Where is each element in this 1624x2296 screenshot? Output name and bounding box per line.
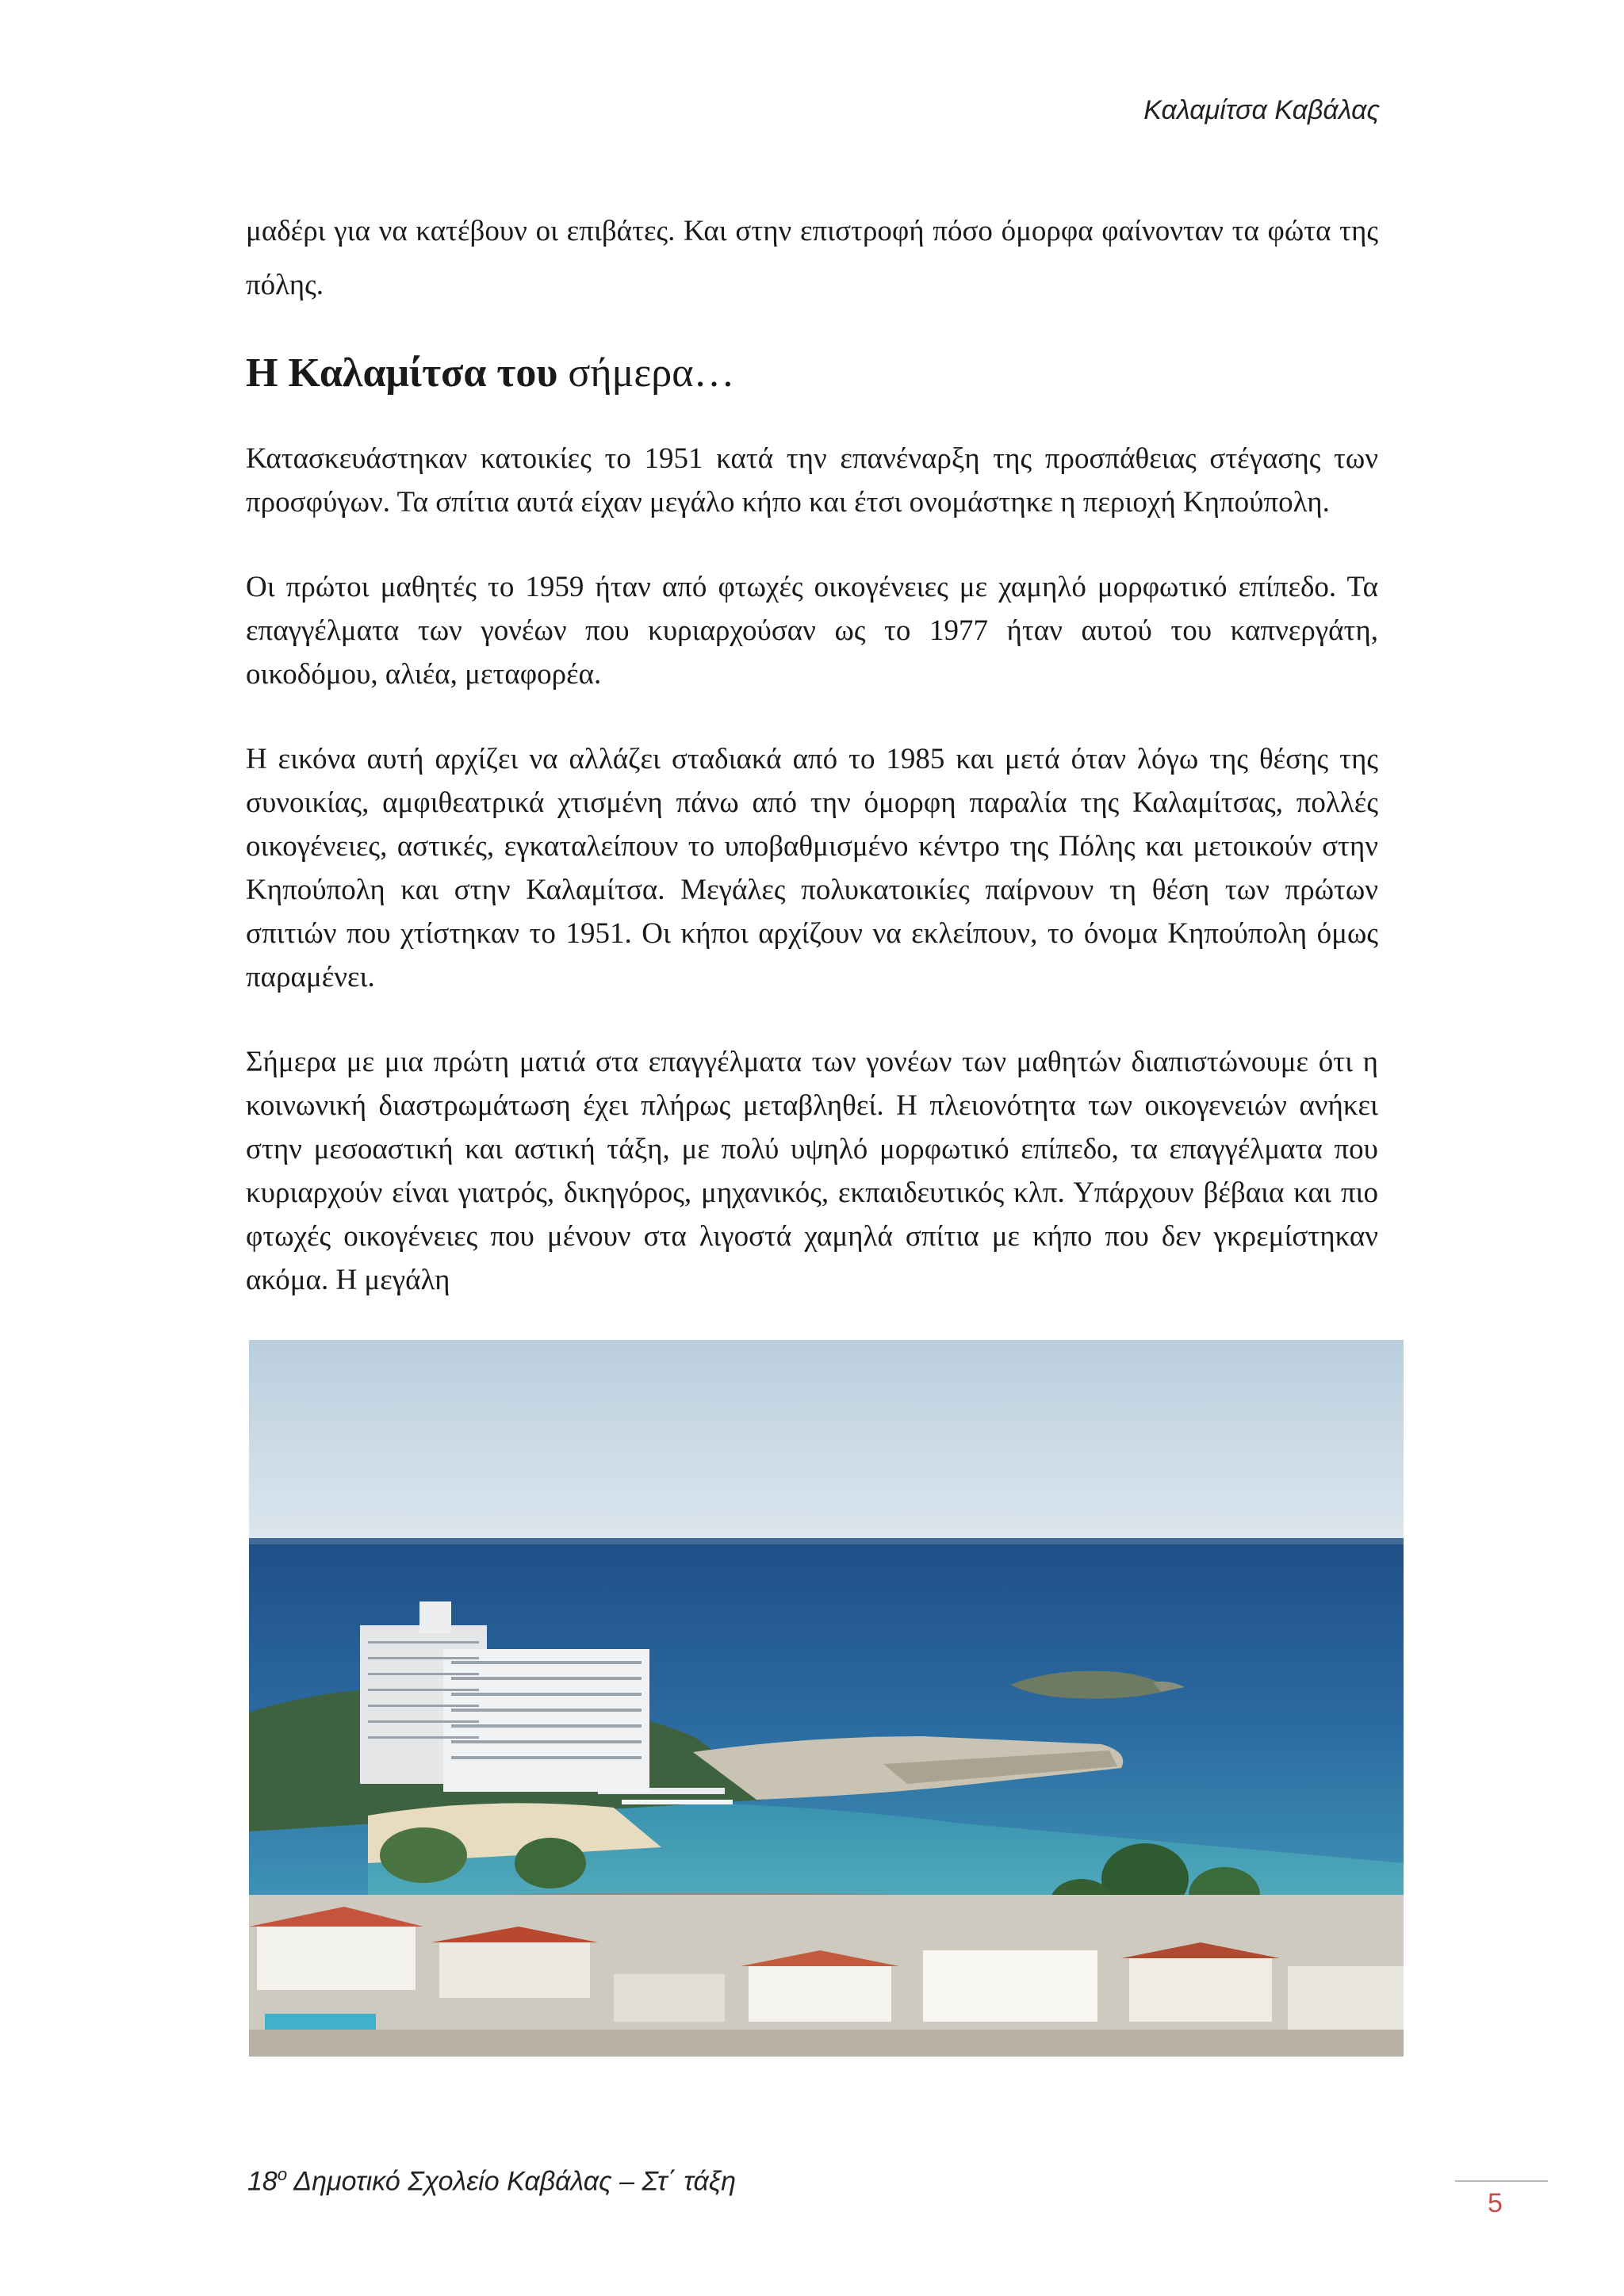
- running-header: Καλαμίτσα Καβάλας: [1143, 95, 1380, 125]
- footer-school-number: 18: [247, 2166, 278, 2197]
- continuation-paragraph: μαδέρι για να κατέβουν οι επιβάτες. Και στην επιστροφή πόσο όμορφα φαίνονταν τα φώτα της πόλης.: [246, 215, 1378, 301]
- footer-school-superscript: ο: [277, 2164, 288, 2184]
- footer-school: [247, 2164, 736, 2197]
- paragraph-2: Οι πρώτοι μαθητές το 1959 ήταν από φτωχές οικογένειες με χαμηλό μορφωτικό επίπεδο. Τα επαγγέλματα των γονέων που κυριαρχούσαν ως το 1977 ήταν αυτού του καπνεργάτη, οικοδόμου, αλιέα, μεταφορέα.: [246, 571, 1378, 691]
- section-heading: [246, 346, 1378, 401]
- kalamitsa-coast-photo: [249, 1340, 1404, 2057]
- section-heading-bold: Η Καλαμίτσα του: [246, 350, 558, 396]
- paragraph-3: Η εικόνα αυτή αρχίζει να αλλάζει σταδιακά από το 1985 και μετά όταν λόγω της θέσης της συνοικίας, αμφιθεατρικά χτισμένη πάνω από την όμορφη παραλία της Καλαμίτσας, πολλές οικογένειες, αστικές, εγκαταλείπουν το υποβαθμισμένο κέντρο της Πόλης και μετοικούν στην Κηπούπολη και στην Καλαμίτσα. Μεγάλες πολυκατοικίες παίρνουν τη θέση των πρώτων σπιτιών που χτίστηκαν το 1951. Οι κήποι αρχίζουν να εκλείπουν, το όνομα Κηπούπολη όμως παραμένει.: [246, 743, 1378, 993]
- paragraph-1: Κατασκευάστηκαν κατοικίες το 1951 κατά την επανέναρξη της προσπάθειας στέγασης των προσφύγων. Τα σπίτια αυτά είχαν μεγάλο κήπο και έτσι ονομάστηκε η περιοχή Κηπούπολη.: [246, 442, 1378, 519]
- kalamitsa-coast-illustration: [249, 1340, 1404, 2057]
- page-number: 5: [1488, 2188, 1503, 2218]
- footer-school-rest: Δημοτικό Σχολείο Καβάλας – Στ΄ τάξη: [287, 2166, 736, 2197]
- paragraph-4: Σήμερα με μια πρώτη ματιά στα επαγγέλματα των γονέων των μαθητών διαπιστώνουμε ότι η κοινωνική διαστρωμάτωση έχει πλήρως μεταβληθεί. Η πλειονότητα των οικογενειών ανήκει στην μεσοαστική και αστική τάξη, με πολύ υψηλό μορφωτικό επίπεδο, τα επαγγέλματα που κυριαρχούν είναι γιατρός, δικηγόρος, μηχανικός, εκπαιδευτικός κλπ. Υπάρχουν βέβαια και πιο φτωχές οικογένειες που μένουν στα λιγοστά χαμηλά σπίτια με κήπο που δεν γκρεμίστηκαν ακόμα. Η μεγάλη: [246, 1046, 1378, 1296]
- page-body: [246, 205, 1378, 1302]
- page-number-rule: [1455, 2180, 1548, 2182]
- section-heading-rest: σήμερα…: [557, 350, 735, 396]
